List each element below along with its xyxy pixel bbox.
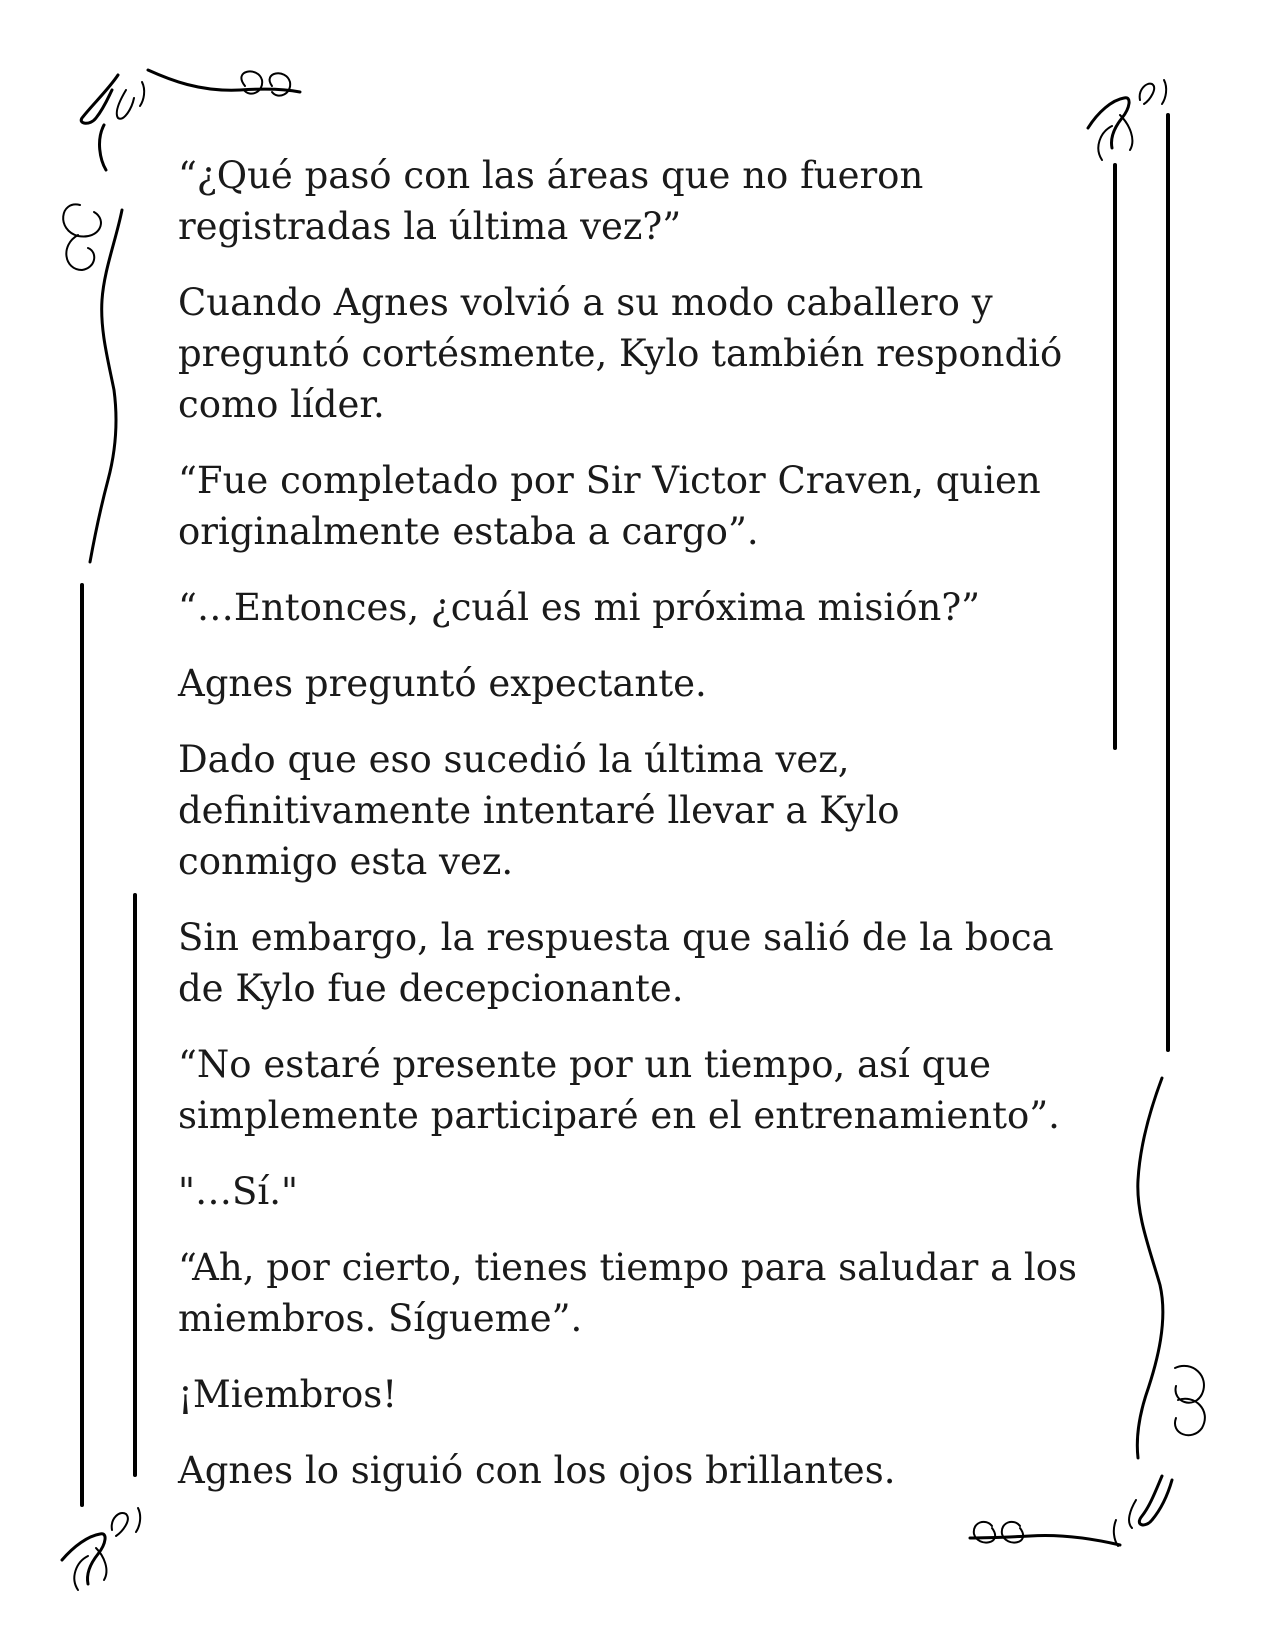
paragraph-1: “¿Qué pasó con las áreas que no fueron registradas la última vez?” bbox=[178, 154, 924, 248]
paragraph-3: “Fue completado por Sir Victor Craven, quien originalmente estaba a cargo”. bbox=[178, 459, 1041, 553]
paragraph-10: “Ah, por cierto, tienes tiempo para saludar a los miembros. Sígueme”. bbox=[178, 1246, 1077, 1340]
flourish-bottom-left-icon bbox=[62, 1508, 140, 1590]
paragraph-6: Dado que eso sucedió la última vez, definitivamente intentaré llevar a Kylo conmigo esta vez. bbox=[178, 738, 900, 883]
paragraph-4: “…Entonces, ¿cuál es mi próxima misión?” bbox=[178, 586, 981, 629]
flourish-top-right-icon bbox=[1088, 80, 1166, 160]
paragraph-9: "…Sí." bbox=[178, 1170, 298, 1213]
paragraph-12: Agnes lo siguió con los ojos brillantes. bbox=[178, 1449, 896, 1492]
paragraph-8: “No estaré presente por un tiempo, así que simplemente participaré en el entrenamiento”. bbox=[178, 1043, 1060, 1137]
paragraph-7: Sin embargo, la respuesta que salió de la boca de Kylo fue decepcionante. bbox=[178, 916, 1054, 1010]
body-text bbox=[178, 150, 1098, 1521]
paragraph-2: Cuando Agnes volvió a su modo caballero y preguntó cortésmente, Kylo también respondió como líder. bbox=[178, 281, 1063, 426]
paragraph-11: ¡Miembros! bbox=[178, 1373, 398, 1416]
paragraph-5: Agnes preguntó expectante. bbox=[178, 662, 707, 705]
